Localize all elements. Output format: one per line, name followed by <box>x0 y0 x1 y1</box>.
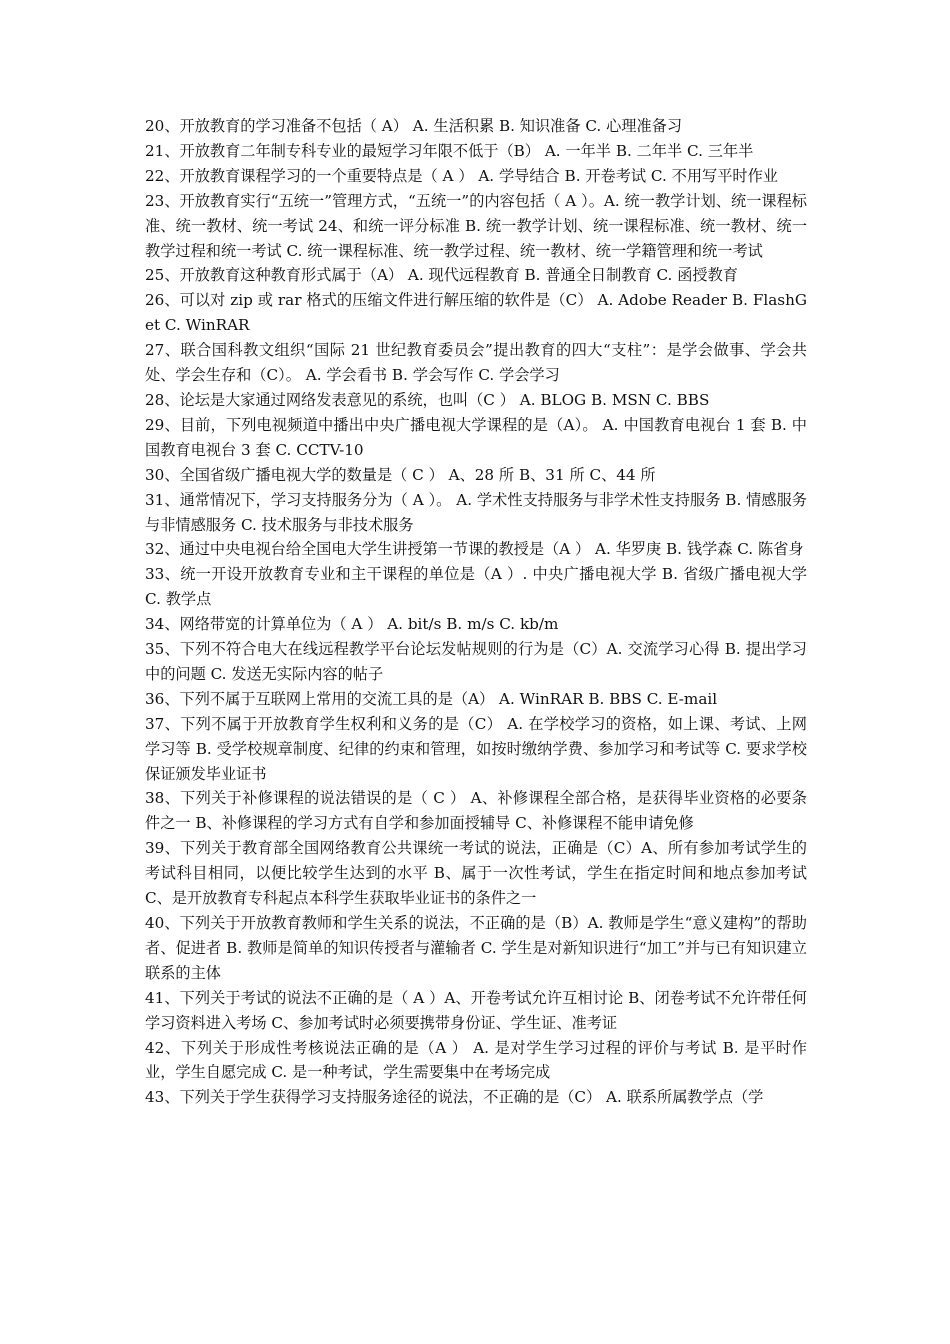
question-23: 23、开放教育实行“五统一”管理方式，“五统一”的内容包括（ A ）。A. 统一教学计划、统一课程标准、统一教材、统一考试 24、和统一评分标准 B. 统一教学计划、统一课程标准、统一教材、统一教学过程和统一考试 C. 统一课程标准、统一教学过程、统一教材、统一学籍管理和统一考试 <box>145 191 807 260</box>
question-31: 31、通常情况下，学习支持服务分为（ A ）。 A. 学术性支持服务与非学术性支持服务 B. 情感服务与非情感服务 C. 技术服务与非技术服务 <box>145 490 807 534</box>
question-42: 42、下列关于形成性考核说法正确的是（A ） A. 是对学生学习过程的评价与考试 B. 是平时作业，学生自愿完成 C. 是一种考试，学生需要集中在考场完成 <box>145 1038 807 1082</box>
question-20: 20、开放教育的学习准备不包括（ A） A. 生活积累 B. 知识准备 C. 心理准备习 <box>145 117 683 135</box>
question-38: 38、下列关于补修课程的说法错误的是（ C ） A、补修课程全部合格，是获得毕业资格的必要条件之一 B、补修课程的学习方式有自学和参加面授辅导 C、补修课程不能申请免修 <box>145 789 807 833</box>
question-29: 29、目前，下列电视频道中播出中央广播电视大学课程的是（A）。 A. 中国教育电视台 1 套 B. 中国教育电视台 3 套 C. CCTV-10 <box>145 415 807 459</box>
question-25: 25、开放教育这种教育形式属于（A） A. 现代远程教育 B. 普通全日制教育 C. 函授教育 <box>145 266 738 285</box>
question-27: 27、联合国科教文组织“国际 21 世纪教育委员会”提出教育的四大“支柱”：是学会做事、学会共处、学会生存和（C）。 A. 学会看书 B. 学会写作 C. 学会学习 <box>145 341 807 385</box>
question-22: 22、开放教育课程学习的一个重要特点是（ A ） A. 学导结合 B. 开卷考试 C. 不用写平时作业 <box>145 166 778 185</box>
question-32: 32、通过中央电视台给全国电大学生讲授第一节课的教授是（A ） A. 华罗庚 B. 钱学森 C. 陈省身 <box>145 540 804 559</box>
question-37: 37、下列不属于开放教育学生权利和义务的是（C） A. 在学校学习的资格，如上课、考试、上网学习等 B. 受学校规章制度、纪律的约束和管理，如按时缴纳学费、参加学习和考试等 C. 要求学校保证颁发毕业证书 <box>145 714 807 783</box>
question-39: 39、下列关于教育部全国网络教育公共课统一考试的说法，正确是（C）A、所有参加考试学生的考试科目相同，以便比较学生达到的水平 B、属于一次性考试，学生在指定时间和地点参加考试 C、是开放教育专科起点本科学生获取毕业证书的条件之一 <box>145 839 807 908</box>
question-43: 43、下列关于学生获得学习支持服务途径的说法，不正确的是（C） A. 联系所属教学点（学 <box>145 1088 764 1107</box>
question-41: 41、下列关于考试的说法不正确的是（ A ）A、开卷考试允许互相讨论 B、闭卷考试不允许带任何学习资料进入考场 C、参加考试时必须要携带身份证、学生证、准考证 <box>145 988 807 1032</box>
question-36: 36、下列不属于互联网上常用的交流工具的是（A） A. WinRAR B. BBS C. E-mail <box>145 689 718 708</box>
question-26: 26、可以对 zip 或 rar 格式的压缩文件进行解压缩的软件是（C） A. Adobe Reader B. FlashGet C. WinRAR <box>145 291 807 335</box>
question-34: 34、网络带宽的计算单位为（ A ） A. bit/s B. m/s C. kb/m <box>145 615 559 634</box>
question-40: 40、下列关于开放教育教师和学生关系的说法，不正确的是（B）A. 教师是学生“意义建构”的帮助者、促进者 B. 教师是简单的知识传授者与灌输者 C. 学生是对新知识进行“加工”并与已有知识建立联系的主体 <box>145 914 807 982</box>
question-30: 30、全国省级广播电视大学的数量是（ C ） A、28 所 B、31 所 C、44 所 <box>145 465 656 484</box>
question-33: 33、统一开设开放教育专业和主干课程的单位是（A ）. 中央广播电视大学 B. 省级广播电视大学 C. 教学点 <box>145 565 807 609</box>
question-28: 28、论坛是大家通过网络发表意见的系统，也叫（C ） A. BLOG B. MSN C. BBS <box>145 390 710 409</box>
question-35: 35、下列不符合电大在线远程教学平台论坛发帖规则的行为是（C）A. 交流学习心得 B. 提出学习中的问题 C. 发送无实际内容的帖子 <box>145 640 807 683</box>
document-body <box>145 114 807 1110</box>
question-21: 21、开放教育二年制专科专业的最短学习年限不低于（B） A. 一年半 B. 二年半 C. 三年半 <box>145 141 754 160</box>
